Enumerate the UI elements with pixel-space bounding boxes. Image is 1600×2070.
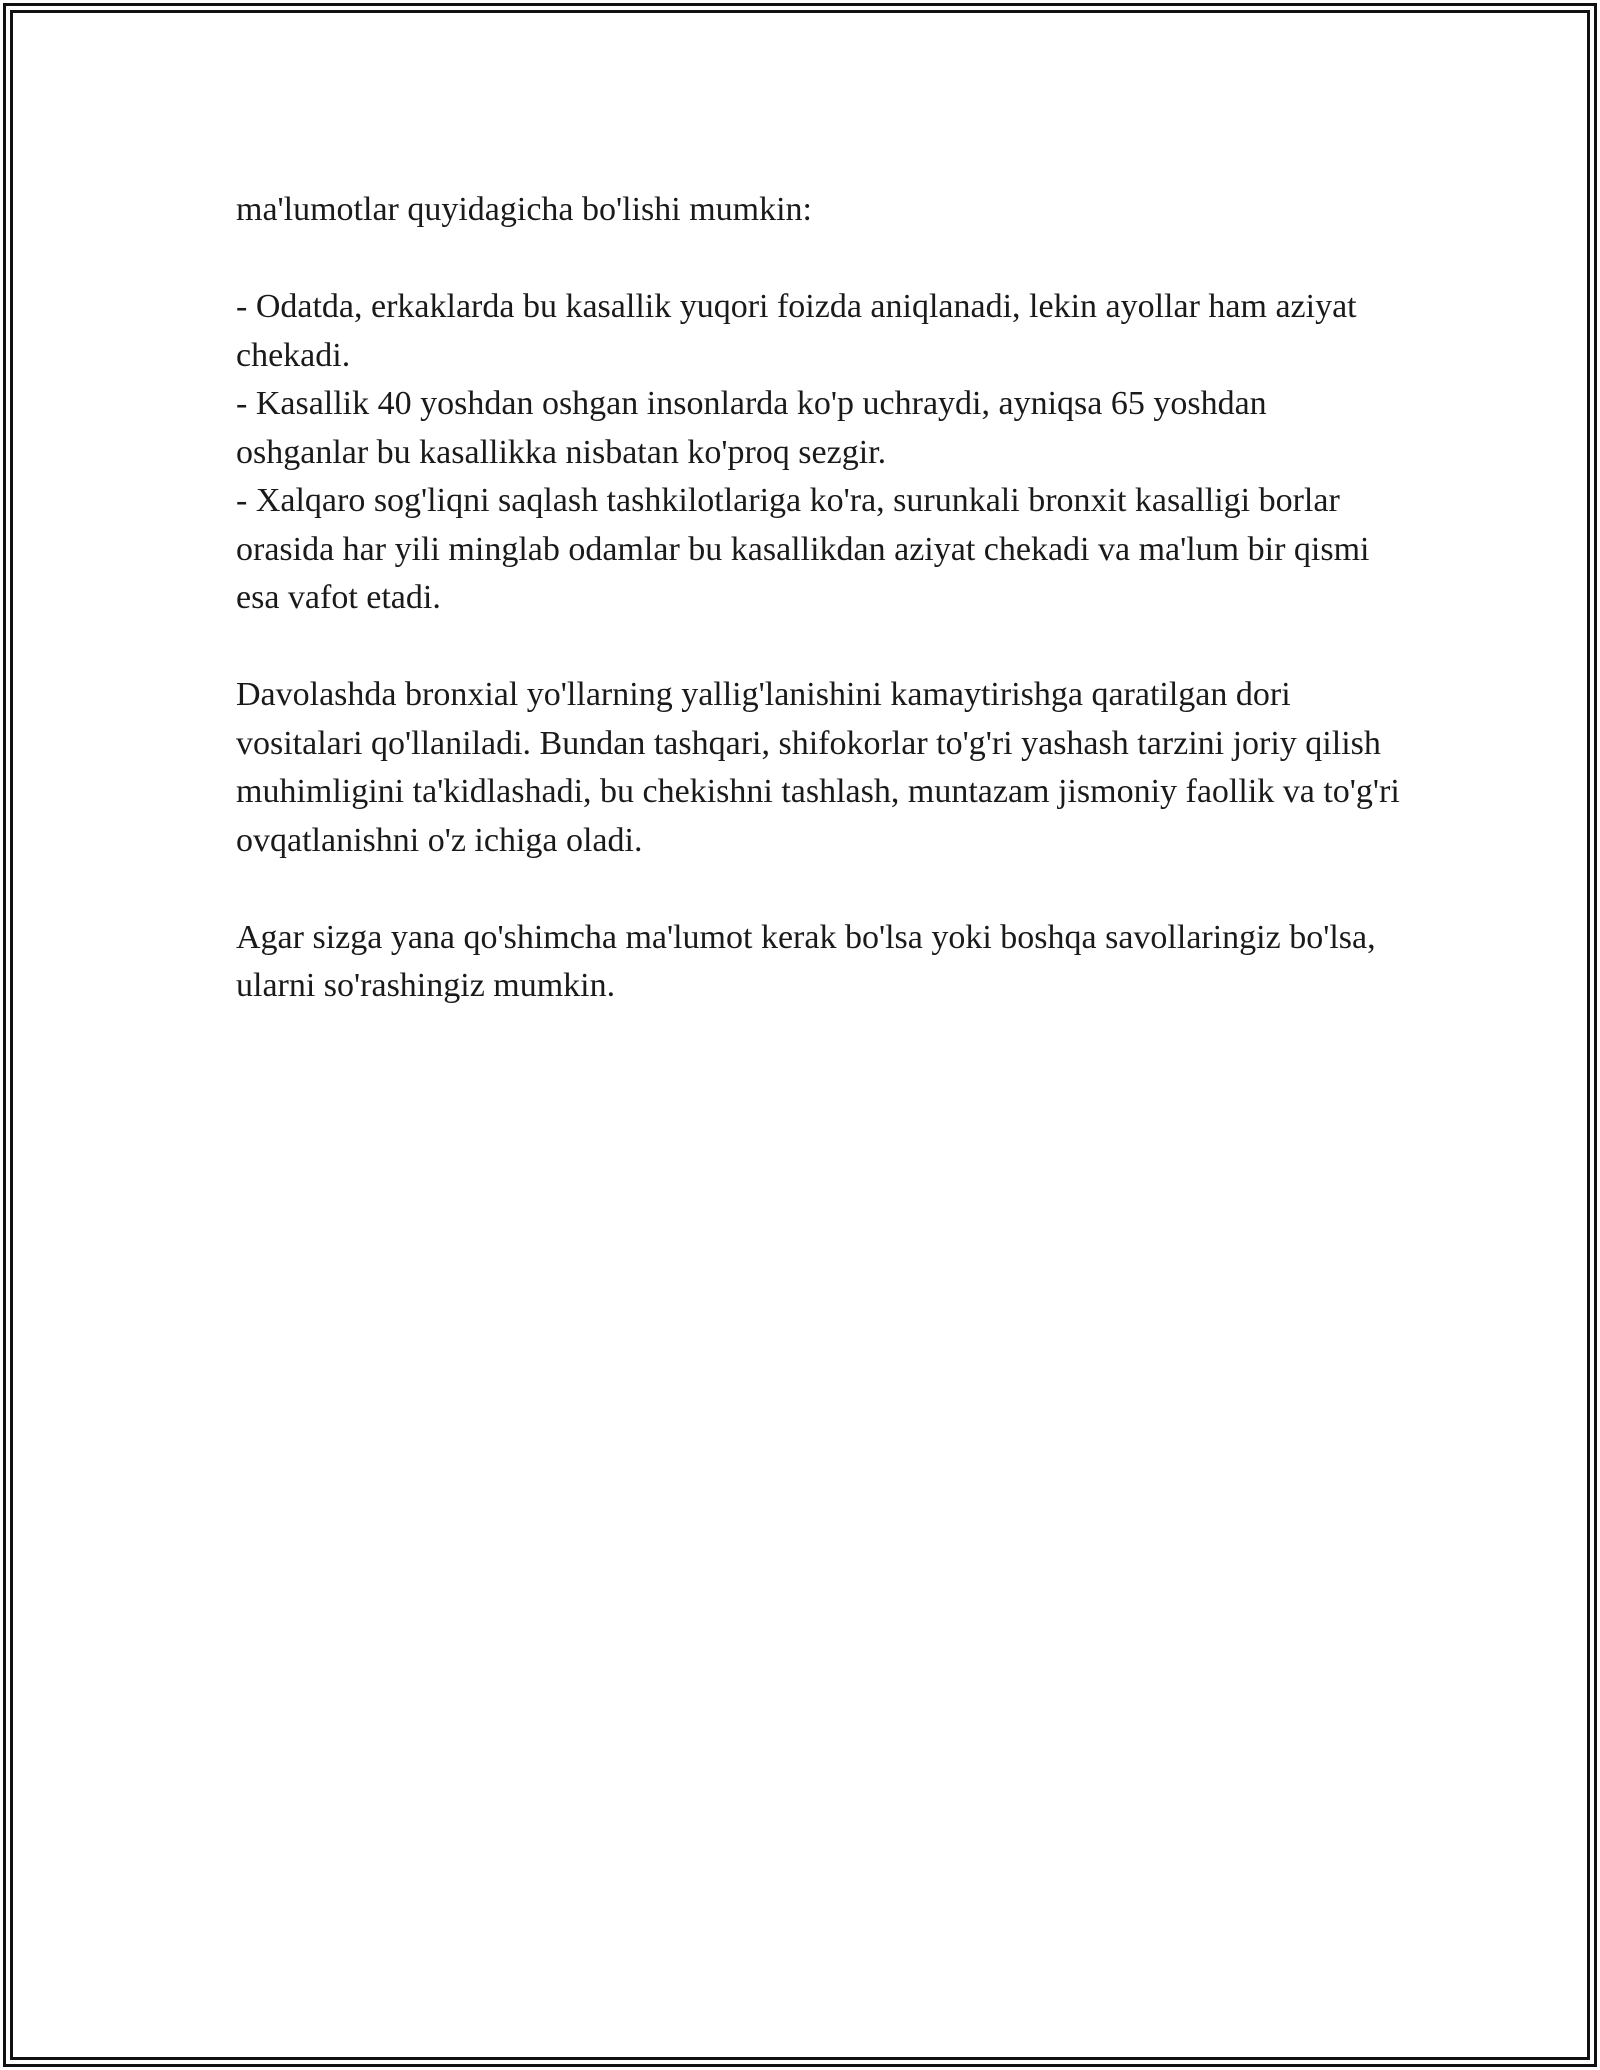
document-body (236, 186, 1406, 1011)
treatment-paragraph: Davolashda bronxial yo'llarning yallig'lanishini kamaytirishga qaratilgan dori vositalari qo'llaniladi. Bundan tashqari, shifokorlar to'g'ri yashash tarzini joriy qilish muhimligini ta'kidlashadi, bu chekishni tashlash, muntazam jismoniy faollik va to'g'ri ovqatlanishni o'z ichiga oladi. (236, 676, 1400, 859)
intro-line: ma'lumotlar quyidagicha bo'lishi mumkin: (236, 191, 813, 228)
paragraph-spacer (236, 623, 1406, 672)
bullet-item: - Odatda, erkaklarda bu kasallik yuqori foizda aniqlanadi, lekin ayollar ham aziyat chekadi. (236, 288, 1357, 374)
bullet-item: - Kasallik 40 yoshdan oshgan insonlarda ko'p uchraydi, ayniqsa 65 yoshdan oshganlar bu kasallikka nisbatan ko'proq sezgir. (236, 385, 1267, 471)
bullet-item: - Xalqaro sog'liqni saqlash tashkilotlariga ko'ra, surunkali bronxit kasalligi borlar orasida har yili minglab odamlar bu kasallikdan aziyat chekadi va ma'lum bir qismi esa vafot etadi. (236, 482, 1370, 616)
paragraph-spacer (236, 865, 1406, 914)
paragraph-spacer (236, 235, 1406, 284)
closing-paragraph: Agar sizga yana qo'shimcha ma'lumot kerak bo'lsa yoki boshqa savollaringiz bo'lsa, ularni so'rashingiz mumkin. (236, 918, 1376, 1004)
